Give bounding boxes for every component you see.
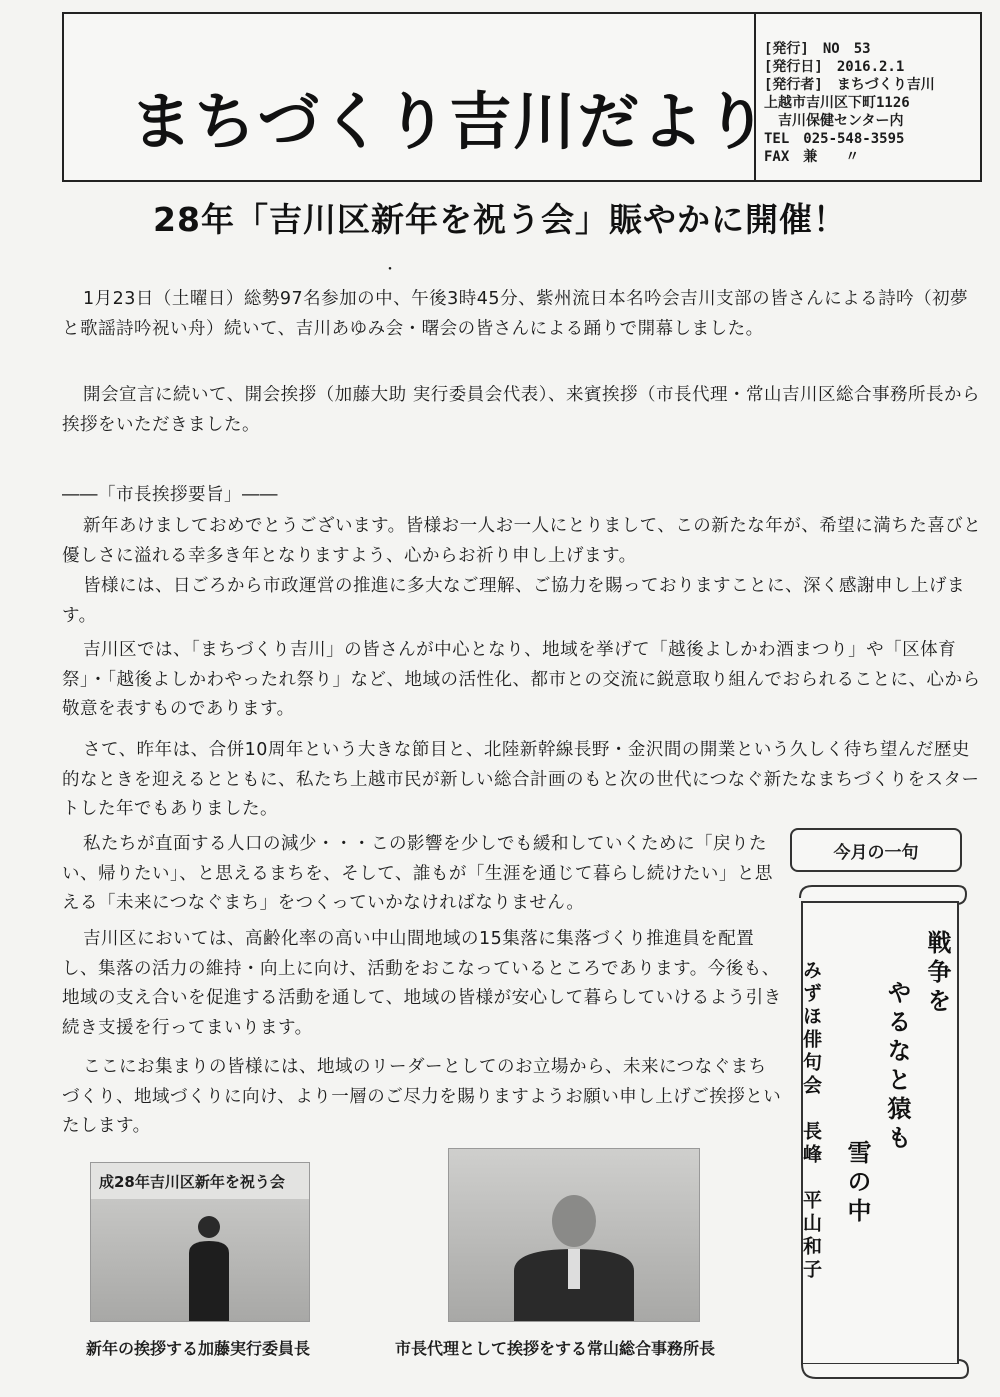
event-banner: 成28年吉川区新年を祝う会 <box>91 1163 309 1199</box>
haiku-scroll <box>790 880 970 1385</box>
speech-paragraph-6: 吉川区においては、高齢化率の高い中山間地域の15集落に集落づくり推進員を配置し、集落の活力の維持・向上に向け、活動をおこなっているところであります。今後も、地域の支え合いを促進する活動を通して、地域の皆様が安心して暮らしていけるよう引き続き支援を行ってまいります。 <box>62 929 782 1038</box>
haiku-line-2: やるなと猿も <box>883 980 911 1154</box>
speech-section-heading: ――「市長挨拶要旨」―― <box>62 485 278 505</box>
speech-paragraph-3: 吉川区では、「まちづくり吉川」の皆さんが中心となり、地域を挙げて「越後よしかわ酒まつり」や「区体育祭」・「越後よしかわやったれ祭り」など、地域の活性化、都市との交流に鋭意取り組んでおられることに、心から敬意を表すものであります。 <box>62 640 981 719</box>
publication-info <box>754 14 982 180</box>
masthead <box>62 12 982 182</box>
publisher: [発行者] まちづくり吉川 <box>764 77 935 93</box>
issue-number: [発行] NO 53 <box>764 41 871 57</box>
newsletter-title: まちづくり吉川だより <box>130 85 770 158</box>
photo-tsuneyama-greeting <box>448 1148 700 1322</box>
speech-paragraph-7: ここにお集まりの皆様には、地域のリーダーとしてのお立場から、未来につなぐまちづくり、地域づくりに向け、より一層のご尽力を賜りますようお願い申し上げご挨拶といたします。 <box>62 1057 782 1136</box>
haiku-label: 今月の一句 <box>790 828 962 872</box>
intro-paragraph-1: 1月23日（土曜日）総勢97名参加の中、午後3時45分、紫州流日本名吟会吉川支部の皆さんによる詩吟（初夢と歌謡詩吟祝い舟）続いて、吉川あゆみ会・曙会の皆さんによる踊りで開幕しました。 <box>62 289 969 339</box>
photo-kato-greeting <box>90 1162 310 1322</box>
speech-paragraph-1: 新年あけましておめでとうございます。皆様お一人お一人にとりまして、この新たな年が、希望に満ちた喜びと優しさに溢れる幸多き年となりますよう、心からお祈り申し上げます。 <box>62 516 982 566</box>
publisher-tel: TEL 025-548-3595 <box>764 131 905 147</box>
haiku-line-3: 雪の中 <box>843 1140 871 1227</box>
publisher-address-building: 吉川保健センター内 <box>764 113 904 129</box>
speaker-silhouette-icon <box>504 1191 644 1321</box>
article-headline: 28年「吉川区新年を祝う会」賑やかに開催！ <box>153 200 847 239</box>
photo-caption-right: 市長代理として挨拶をする常山総合事務所長 <box>395 1339 716 1358</box>
haiku-author: みずほ俳句会 長峰 平山和子 <box>800 960 822 1282</box>
speech-paragraph-2: 皆様には、日ごろから市政運営の推進に多大なご理解、ご協力を賜っておりますことに、深く感謝申し上げます。 <box>62 576 965 626</box>
intro-paragraph-2: 開会宣言に続いて、開会挨拶（加藤大助 実行委員会代表）、来賓挨拶（市長代理・常山吉川区総合事務所長から挨拶をいただきました。 <box>62 385 980 435</box>
photo-caption-left: 新年の挨拶する加藤実行委員長 <box>86 1339 311 1358</box>
publisher-address: 上越市吉川区下町1126 <box>764 95 910 111</box>
publisher-fax: FAX 兼 〃 <box>764 149 860 165</box>
haiku-line-1: 戦争を <box>923 930 951 1017</box>
speech-paragraph-4: さて、昨年は、合併10周年という大きな節目と、北陸新幹線長野・金沢間の開業という久しく待ち望んだ歴史的なときを迎えるとともに、私たち上越市民が新しい総合計画のもと次の世代につなぐ新たなまちづくりをスタートした年でもありました。 <box>62 740 980 819</box>
issue-date: [発行日] 2016.2.1 <box>764 59 905 75</box>
stray-mark: ・ <box>383 262 397 278</box>
person-silhouette-icon <box>179 1213 239 1322</box>
speech-paragraph-5: 私たちが直面する人口の減少・・・この影響を少しでも緩和していくために「戻りたい、帰りたい」、と思えるまちを、そして、誰もが「生涯を通じて暮らし続けたい」と思える「未来につなぐまち」をつくっていかなければなりません。 <box>62 834 773 913</box>
